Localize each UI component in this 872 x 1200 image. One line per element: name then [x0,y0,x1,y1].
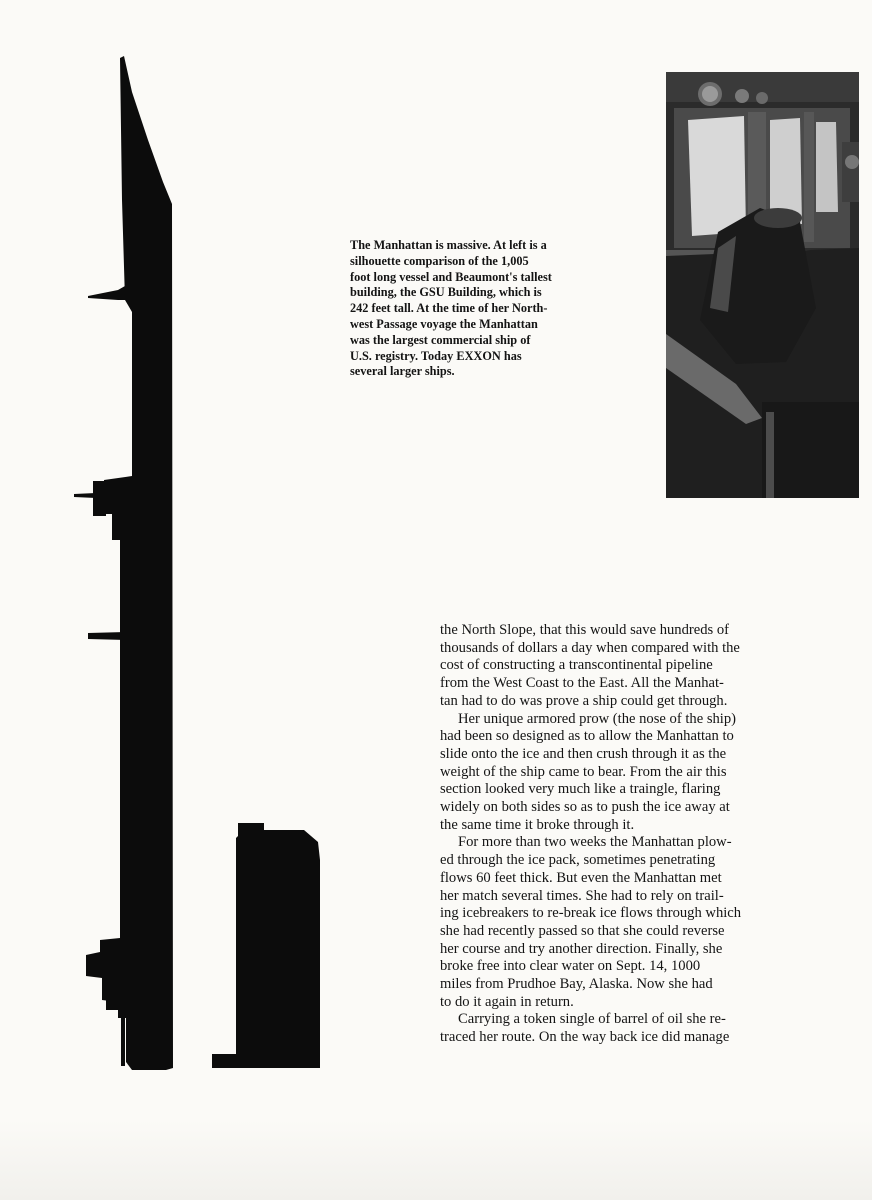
caption-line: foot long vessel and Beaumont's tallest [350,269,552,284]
body-line: had been so designed as to allow the Manhattan to [440,728,734,745]
body-line: miles from Prudhoe Bay, Alaska. Now she had [440,976,713,993]
page-bottom-edge [0,1120,872,1200]
body-line: widely on both sides so as to push the ice away at [440,799,730,816]
body-line: For more than two weeks the Manhattan plow- [458,834,732,851]
caption-line: 242 feet tall. At the time of her North- [350,301,548,316]
caption-line: west Passage voyage the Manhattan [350,316,538,331]
body-line: weight of the ship came to bear. From the air this [440,763,727,780]
body-line: slide onto the ice and then crush through it as the [440,745,727,762]
article-body [440,622,800,1047]
body-line: Her unique armored prow (the nose of the ship) [458,710,737,727]
photo-caption [350,238,582,380]
caption-line: U.S. registry. Today EXXON has [350,348,522,363]
body-line: Carrying a token single of barrel of oil she re- [458,1011,726,1028]
body-line: to do it again in return. [440,993,574,1010]
caption-line: was the largest commercial ship of [350,332,531,347]
body-line: her match several times. She had to rely on trail- [440,887,724,904]
body-line: traced her route. On the way back ice did manage [440,1029,730,1046]
body-line: her course and try another direction. Finally, she [440,940,723,957]
body-line: from the West Coast to the East. All the Manhat- [440,675,724,692]
body-line: the North Slope, that this would save hundreds of [440,622,729,638]
body-line: section looked very much like a traingle, flaring [440,781,721,798]
body-line: tan had to do was prove a ship could get through. [440,692,728,709]
gsu-building-silhouette [212,823,320,1068]
body-line: broke free into clear water on Sept. 14, 1000 [440,958,701,975]
body-line: ed through the ice pack, sometimes penetrating [440,852,716,869]
body-line: flows 60 feet thick. But even the Manhattan met [440,869,722,886]
caption-line: building, the GSU Building, which is [350,285,542,300]
body-line: she had recently passed so that she could reverse [440,922,725,939]
body-line: cost of constructing a transcontinental pipeline [440,657,713,674]
caption-line: The Manhattan is massive. At left is a [350,238,547,252]
ship-silhouette [74,56,173,1070]
body-line: the same time it broke through it. [440,816,635,833]
caption-line: silhouette comparison of the 1,005 [350,253,529,268]
body-line: ing icebreakers to re-break ice flows through which [440,905,742,922]
body-line: thousands of dollars a day when compared with the [440,639,740,656]
caption-line: several larger ships. [350,364,455,379]
bridge-interior-photo [666,72,859,498]
